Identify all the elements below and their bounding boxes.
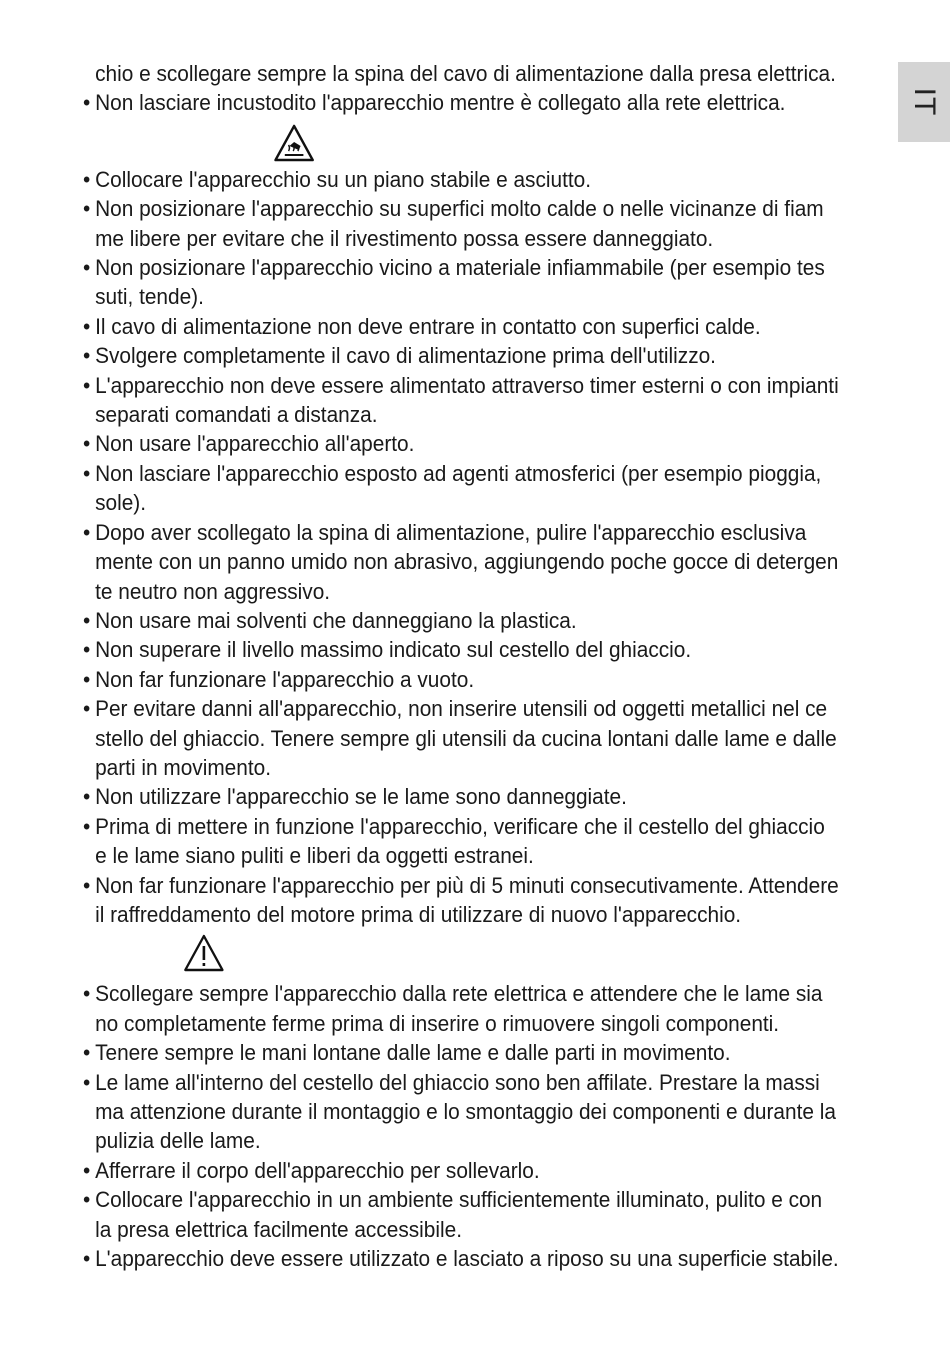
list-item-line [83,165,892,194]
list-item-text: la presa elettrica facilmente accessibile. [95,1216,462,1242]
list-item [83,1156,892,1185]
language-tab-label: IT [908,87,941,117]
bullet-icon: • [83,1069,91,1095]
bullet-icon: • [83,90,91,116]
bullet-icon: • [83,166,91,192]
bullet-spacer [83,488,95,517]
list-item-line [83,429,892,458]
bullet-icon: • [83,431,91,457]
hot-surface-warning-row [83,118,892,165]
list-item-line [83,1215,892,1244]
bullet-spacer [83,282,95,311]
list-item-text: Per evitare danni all'apparecchio, non inserire utensili od oggetti metallici nel ce [95,696,828,722]
bullet-icon: • [83,637,91,663]
list-item-text: Non utilizzare l'apparecchio se le lame sono danneggiate. [95,784,627,810]
list-item-line [83,194,892,223]
bullet-icon: • [83,666,91,692]
bullet-icon: • [83,196,91,222]
list-item-line [83,606,892,635]
list-item-text: Non lasciare incustodito l'apparecchio mentre è collegato alla rete elettrica. [95,90,786,116]
list-item [83,979,892,1038]
list-item-line [83,341,892,370]
list-item-text: Le lame all'interno del cestello del ghiaccio sono ben affilate. Prestare la massi [95,1069,820,1095]
list-item [83,694,892,782]
general-warning-row [83,929,892,979]
bullet-icon: • [83,784,91,810]
list-item-line [83,753,892,782]
list-item-text: Tenere sempre le mani lontane dalle lame e dalle parti in movimento. [95,1040,731,1066]
list-item-line [83,312,892,341]
list-item-line [83,1185,892,1214]
list-item-text: Non posizionare l'apparecchio su superfici molto calde o nelle vicinanze di fiam [95,196,824,222]
list-item-text: mente con un panno umido non abrasivo, aggiungendo poche gocce di detergen [95,549,839,575]
bullet-icon: • [83,343,91,369]
hot-surface-warning-icon [274,124,315,162]
list-item-text: L'apparecchio deve essere utilizzato e lasciato a riposo su una superficie stabile. [95,1246,839,1272]
list-item-text: stello del ghiaccio. Tenere sempre gli utensili da cucina lontani dalle lame e dalle [95,725,837,751]
bullet-icon: • [83,696,91,722]
list-item-text: Non far funzionare l'apparecchio per più di 5 minuti consecutivamente. Attendere [95,872,839,898]
list-item-line [83,1126,892,1155]
bullet-icon: • [83,372,91,398]
bullet-spacer [83,224,95,253]
list-item [83,782,892,811]
bullet-icon: • [83,607,91,633]
list-item-text: separati comandati a distanza. [95,402,378,428]
list-item-text: Scollegare sempre l'apparecchio dalla rete elettrica e attendere che le lame sia [95,981,823,1007]
list-item [83,165,892,194]
list-item [83,871,892,930]
list-item-line [83,841,892,870]
bullet-spacer [83,841,95,870]
list-item-line [83,1156,892,1185]
list-item [83,635,892,664]
list-item [83,429,892,458]
list-item-line [83,635,892,664]
list-item [83,312,892,341]
bullet-spacer [83,547,95,576]
list-item-line [83,88,892,117]
list-item-text: Collocare l'apparecchio su un piano stabile e asciutto. [95,166,592,192]
bullet-spacer [83,1097,95,1126]
list-item-text: Non superare il livello massimo indicato sul cestello del ghiaccio. [95,637,692,663]
section-blades [83,979,892,1273]
bullet-icon: • [83,460,91,486]
list-item-text: Non usare mai solventi che danneggiano la plastica. [95,607,577,633]
list-item-line [83,547,892,576]
list-item-line [83,282,892,311]
list-item [83,88,892,117]
bullet-icon: • [83,1187,91,1213]
list-item-line [83,1009,892,1038]
list-item-text: L'apparecchio non deve essere alimentato attraverso timer esterni o con impianti [95,372,839,398]
list-item-line [83,253,892,282]
list-item-text: me libere per evitare che il rivestimento possa essere danneggiato. [95,225,714,251]
safety-instructions [83,59,892,1273]
list-item-line [83,665,892,694]
list-item-line [83,577,892,606]
list-item-line [83,488,892,517]
list-item [83,194,892,253]
list-item-text: Non lasciare l'apparecchio esposto ad agenti atmosferici (per esempio pioggia, [95,460,822,486]
list-item-text: suti, tende). [95,284,204,310]
list-item-line [83,1244,892,1273]
list-item-line [83,724,892,753]
section-placement-use [83,165,892,930]
list-item-text: Prima di mettere in funzione l'apparecchio, verificare che il cestello del ghiaccio [95,813,825,839]
bullet-icon: • [83,981,91,1007]
list-item-line [83,979,892,1008]
bullet-spacer [83,1126,95,1155]
bullet-icon: • [83,519,91,545]
list-item [83,341,892,370]
list-item [83,518,892,606]
list-item [83,1185,892,1244]
list-item-line [83,900,892,929]
list-item-line [83,400,892,429]
bullet-icon: • [83,1040,91,1066]
list-item-text: Collocare l'apparecchio in un ambiente sufficientemente illuminato, pulito e con [95,1187,823,1213]
list-item-text: Non usare l'apparecchio all'aperto. [95,431,415,457]
list-item-line [83,1068,892,1097]
list-item [83,371,892,430]
list-item-text: Dopo aver scollegato la spina di alimentazione, pulire l'apparecchio esclusiva [95,519,807,545]
list-item [83,1068,892,1156]
intro-line: chio e scollegare sempre la spina del cavo di alimentazione dalla presa elettrica. [95,61,836,86]
bullet-icon: • [83,872,91,898]
bullet-spacer [83,400,95,429]
bullet-spacer [83,1009,95,1038]
bullet-spacer [83,900,95,929]
general-warning-icon [183,934,224,972]
bullet-icon: • [83,1157,91,1183]
language-tab [898,62,950,142]
list-item-text: pulizia delle lame. [95,1128,261,1154]
list-item-text: ma attenzione durante il montaggio e lo smontaggio dei componenti e durante la [95,1099,836,1124]
list-item-line [83,518,892,547]
list-item-line [83,871,892,900]
list-item-line [83,782,892,811]
list-item-text: Il cavo di alimentazione non deve entrare in contatto con superfici calde. [95,313,761,339]
list-item-text: Non far funzionare l'apparecchio a vuoto. [95,666,475,692]
list-item-line [83,371,892,400]
list-item-text: e le lame siano puliti e liberi da oggetti estranei. [95,843,534,869]
list-item [83,1038,892,1067]
bullet-icon: • [83,1246,91,1272]
list-item-text: te neutro non aggressivo. [95,578,331,604]
intro-text [83,59,892,88]
list-item-line [83,694,892,723]
list-item-line [83,224,892,253]
list-item [83,812,892,871]
list-item [83,665,892,694]
list-item [83,1244,892,1273]
bullet-spacer [83,724,95,753]
section-general [83,88,892,117]
bullet-icon: • [83,255,91,281]
list-item-text: Non posizionare l'apparecchio vicino a materiale infiammabile (per esempio tes [95,255,825,281]
list-item-text: parti in movimento. [95,754,272,780]
list-item-text: sole). [95,490,147,516]
list-item-line [83,812,892,841]
list-item-line [83,1038,892,1067]
list-item-line [83,1097,892,1126]
list-item [83,606,892,635]
bullet-spacer [83,753,95,782]
list-item-text: Svolgere completamente il cavo di alimentazione prima dell'utilizzo. [95,343,716,369]
bullet-spacer [83,577,95,606]
list-item-text: no completamente ferme prima di inserire o rimuovere singoli componenti. [95,1010,780,1036]
list-item-line [83,459,892,488]
bullet-icon: • [83,313,91,339]
bullet-spacer [83,1215,95,1244]
bullet-icon: • [83,813,91,839]
list-item-text: il raffreddamento del motore prima di utilizzare di nuovo l'apparecchio. [95,901,742,927]
list-item [83,253,892,312]
list-item-text: Afferrare il corpo dell'apparecchio per sollevarlo. [95,1157,540,1183]
list-item [83,459,892,518]
